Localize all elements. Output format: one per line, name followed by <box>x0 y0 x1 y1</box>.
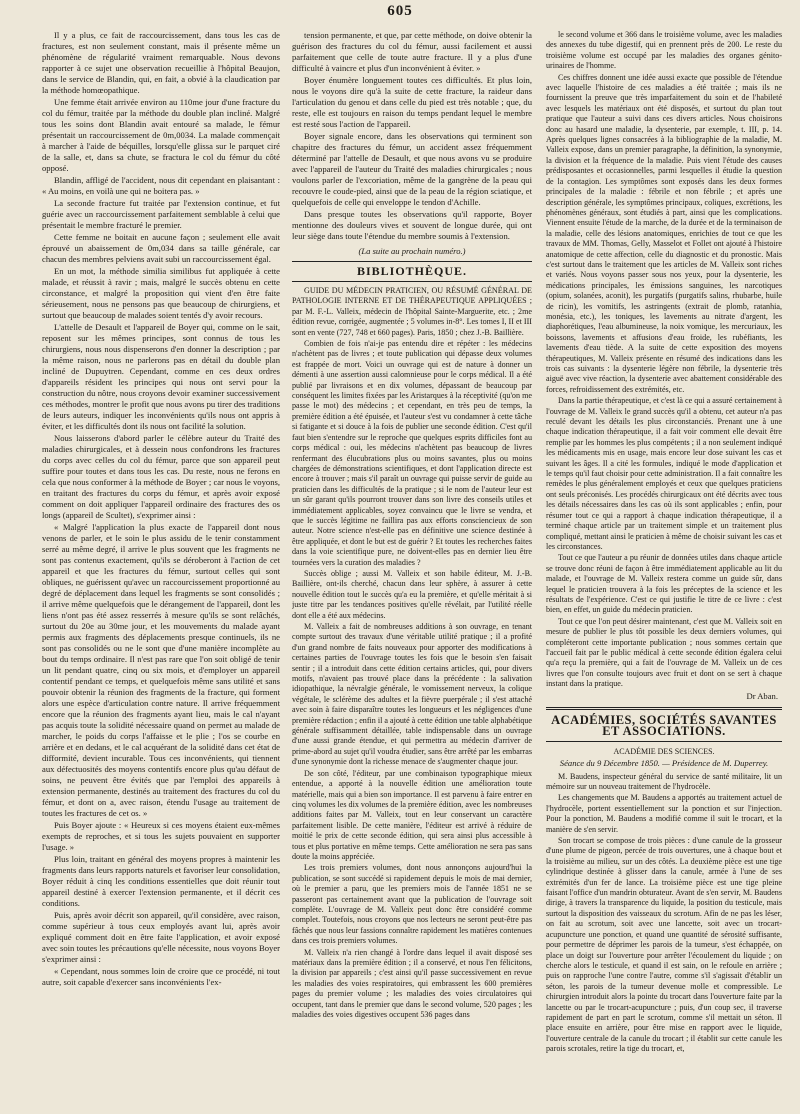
review-paragraph: Dans la partie thérapeutique, et c'est là ce qui a assuré certainement à l'ouvrage de M. Valleix le grand succès qu'il a obtenu, cet auteur n'a pas reculé devant les détails les plus circonstanciés. Prenant une à une chaque indication thérapeutique, il a fait voir comment elle devait être remplie par les hommes les plus compétents ; il a non seulement indiqué les médicaments mis en usage, mais encore leur dose suivant les cas et suivant les âges. Il a cité les formules, indiqué le mode d'application et le temps qu'il faut choisir pour cette administration. Il a fait connaître les remèdes le plus généralement employés et ceux que quelques praticiens ont seuls préconisés. Les procédés chirurgicaux ont été décrits avec tous les détails nécessaires dans les cas où ils sont applicables ; enfin, pour résumer tout ce qui a rapport à chaque indication thérapeutique, il a terminé chaque article par un traitement simple et un traitement plus compliqué, mettant ainsi le praticien à même de choisir suivant les cas et les circonstances. <box>546 396 782 551</box>
continued-note: (La suite au prochain numéro.) <box>358 246 466 256</box>
book-title: GUIDE DU MÉDECIN PRATICIEN, OU RÉSUMÉ GÉNÉRAL DE PATHOLOGIE INTERNE ET DE THÉRAPEUTIQUE APPLIQUÉES ; par M. F.-L. Valleix, médecin de l'hôpital Sainte-Marguerite, etc. ; 2me édition revue, corrigée, augmentée ; 5 volumes in-8°. Les tomes I, II et III sont en vente (727, 748 et 660 pages). Paris, 1850 ; chez J.-B. Baillière. <box>292 286 532 337</box>
column-2 <box>292 30 532 1108</box>
review-paragraph: De son côté, l'éditeur, par une combinaison typographique mieux entendue, a apporté à la nouvelle édition une amélioration toute matérielle, mais qui a bien son importance. Il est parvenu à faire entrer en cinq volumes les dix volumes de la première édition, avec les nombreuses additions faites par M. Valleix, tout en leur conservant un caractère parfaitement lisible. De cette manière, l'éditeur est arrivé à réduire de moitié le prix de cette seconde édition, qui sera ainsi plus accessible à tous et plus portative en même temps. Cette amélioration ne sera pas sans doute la moins appréciée. <box>292 768 532 861</box>
session-line: Séance du 9 Décembre 1850. — Présidence de M. Duperrey. <box>559 757 769 768</box>
quote-paragraph: « Malgré l'application la plus exacte de l'appareil dont nous venons de parler, et le soin le plus assidu de le tenir constamment serré au même degré, il arrive le plus souvent que les fragments ne sont pas contenus exactement, qu'ils se déroberont à l'action de cet appareil et que les fractures du fémur, surtout celles qui sont obliques, ne guérissent qu'avec un raccourcissement proportionné au degré de déplacement dans lequel les fragments se sont consolidés ; il arrive même quelquefois que le dérangement de l'appareil, dont les liens n'ont pas été assez resserrés à mesure qu'ils se sont relâchés, surtout du 20e au 30me jour, et les mouvements du malade ayant permis aux fragments des déplacements presque continuels, ils ne sont pas consolidés ou ne le sont que d'une manière incomplète au bout du temps ordinaire. Il n'est pas rare que l'on soit obligé de tenir un lit pendant quatre, cinq ou six mois, et d'employer un appareil contentif pendant ce temps, et quelquefois même sans utilité et sans pouvoir obtenir la réunion des fragments de la fracture, qui forment alors une espèce d'articulation contre nature. Il arrive fréquemment encore que la réunion des fragments ayant lieu, mais le cal n'ayant pas acquis toute la solidité nécessaire quand on permet au malade de marcher, le poids du corps l'affaisse et le plie ; l'os se courbe en arrière et en dedans, et le cal acquérant de la solidité dans cet état de difformité, devient incurable. Tous ces inconvénients, qui tiennent aux défectuosités des moyens contentifs encore plus qu'au défaut de soins, ne peuvent être évités que par l'emploi des appareils à extension permanente, destinés au traitement des fractures du col du fémur, et dont on a, avec raison, étendu l'usage au traitement de toutes les fractures de cet os. » <box>42 522 280 818</box>
column-3 <box>546 30 782 1108</box>
paragraph: Nous laisserons d'abord parler le célèbre auteur du Traité des maladies chirurgicales, et à dessein nous confondrons les fractures du corps avec celles du col du fémur, parce que son appareil peut suffire pour toutes et dans tous les cas. Du reste, nous ne ferons en cela que nous conformer à la méthode de Boyer ; car nous le voyons, en traitant des fractures du corps du fémur, et après avoir exposé comment on doit appliquer l'appareil ordinaire des fractures des os longs (appareil de Scultet), s'exprimer ainsi : <box>42 433 280 520</box>
paragraph: La seconde fracture fut traitée par l'extension continue, et fut guérie avec un raccourcissement parfaitement semblable à celui que présentait le membre fracturé le premier. <box>42 198 280 230</box>
paragraph: Plus loin, traitant en général des moyens propres à maintenir les fragments dans leurs rapports naturels et favoriser leur consolidation, Boyer réduit à cinq les conditions essentielles que doit réunir tout appareil destiné à exercer l'extension permanente, et il décrit ces conditions. <box>42 854 280 908</box>
review-paragraph: Succès oblige ; aussi M. Valleix et son habile éditeur, M. J.-B. Baillière, ont-ils cherché, chacun dans leur sphère, à assurer à cette nouvelle édition tout le succès qu'a eu la première, et qu'elle méritait à si juste titre par les tendances positives qu'elle révélait, par l'utilité réelle dont elle a été aux médecins. <box>292 568 532 620</box>
paragraph: Boyer énumère longuement toutes ces difficultés. Et plus loin, nous le voyons dire qu'à la suite de cette fracture, la raideur dans l'articulation du genou et dans celle du pied est très notable ; que, du reste, elle est toujours en raison du temps pendant lequel le membre est resté sous l'action de l'appareil. <box>292 75 532 129</box>
paragraph: Puis Boyer ajoute : « Heureux si ces moyens étaient eux-mêmes exempts de reproches, et si tous les sujets pouvaient en supporter l'usage. » <box>42 820 280 852</box>
academies-heading: ACADÉMIES, SOCIÉTÉS SAVANTES ET ASSOCIATIONS. <box>551 712 777 738</box>
review-paragraph: Tout ce que l'on peut désirer maintenant, c'est que M. Valleix soit en mesure de publier le plus tôt possible les deux derniers volumes, qui compléteront cette importante publication ; nous sommes certain que l'accueil fait par le public médical à cette seconde édition égalera celui qu'a reçu la première, qui a fait de l'ouvrage de M. Valleix un de ces livres que l'on consulte toujours avec fruit et dont on se sert à chaque instant dans la pratique. <box>546 616 782 689</box>
paragraph: « Cependant, nous sommes loin de croire que ce procédé, ni tout autre, soit capable d'exercer sans inconvénients l'ex- <box>42 966 280 987</box>
academy-subhead: ACADÉMIE DES SCIENCES. <box>613 746 715 756</box>
paragraph: Il y a plus, ce fait de raccourcissement, dans tous les cas de fractures, est non seulement constant, mais il présente même un phénomène de régularité vraiment remarquable. Nous devons rapporter à ce sujet une observation recueillie à l'hôpital Beaujon, dans le service de Blandin, qui, en fait, a obvié à la claudication par la méthode homœopathique. <box>42 30 280 95</box>
page-number: 605 <box>387 3 413 19</box>
divider <box>292 281 532 282</box>
review-paragraph: Les trois premiers volumes, dont nous annonçons aujourd'hui la publication, se sont succédé si rapidement depuis le mois de mai dernier, où le premier a paru, que les premiers mois de l'année 1851 ne se passeront pas certainement avant que la publication de l'ouvrage soit complète. L'ouvrage de M. Valleix peut donc être considéré comme complet. Toutefois, nous croyons que nos lecteurs ne seront peut-être pas fâchés que nous leur fassions connaître rapidement les matières contenues dans ces trois premiers volumes. <box>292 863 532 946</box>
review-paragraph: Combien de fois n'ai-je pas entendu dire et répéter : les médecins n'achètent pas de livres ; et toute publication qui dépasse deux volumes est frappée de mort. Voici un ouvrage qui est de nature à donner un démenti à une assertion aussi calomnieuse pour le corps médical. Il a été publié par livraisons et en dix volumes, dépassant de beaucoup par conséquent les limites fixées par les Aristarques à la réceptivité (qu'on me passe le mot) des médecins ; et cependant, en très peu de temps, la première édition a été épuisée, et l'auteur s'est vu condamner à cette tâche si fatigante et si douce à la fois de publier une seconde édition. C'est qu'il faut bien s'entendre sur le reproche que quelques esprits difficiles font au corps médical : oui, les médecins n'achètent pas beaucoup de livres renfermant des élucubrations plus ou moins savantes, plus ou moins chargées de démonstrations scientifiques, et dont l'application directe est encore à trouver ; mais s'il paraît un ouvrage qui puisse servir de guide au praticien dans les difficultés de la pratique ; si le nom de l'auteur leur est un sûr garant qu'ils pourront trouver dans son livre des conseils utiles et immédiatement applicables, soyez convaincu que le livre se vendra, et que le succès légitime ne faillira pas aux efforts consciencieux de son auteur. Notre science n'est-elle pas en définitive une science destinée à être appliquée, et dont le but est de guérir ? Et toutes les recherches faites dans la voie scientifique pure, ne doivent-elles pas en dernier lieu être tournées vers la curation des maladies ? <box>292 339 532 567</box>
review-paragraph: Tout ce que l'auteur a pu réunir de données utiles dans chaque article se trouve donc réuni de façon à être immédiatement applicable au lit du malade, et l'ouvrage de M. Valleix restera comme un guide sûr, dans lequel le praticien trouvera à la fois les préceptes de la science et les résultats de l'expérience. C'est ce qui justifie le titre de ce livre : c'est bien, en effet, un guide du médecin praticien. <box>546 553 782 615</box>
review-paragraph: le second volume et 366 dans le troisième volume, avec les maladies des annexes du tube digestif, qui en prennent près de 200. Le reste du troisième volume est occupé par les maladies des organes génito-urinaires de l'homme. <box>546 30 782 71</box>
review-paragraph: M. Valleix a fait de nombreuses additions à son ouvrage, en tenant compte surtout des travaux d'une véritable utilité pratique ; il a profité d'un grand nombre de faits nouveaux pour apporter des modifications à certaines parties de l'ouvrage toutes les fois que le besoin s'en faisait sentir ; il a introduit dans cette édition certains articles, qui, pour divers motifs, n'avaient pas trouvé place dans la précédente : la salivation idiopathique, la névralgie générale, le vomissement nerveux, la colique végétale, le sclérème des adultes et la fièvre puerpérale ; il s'est attaché avec soin à faire disparaître toutes les longueurs et les négligences d'une première rédaction ; enfin il a ajouté à cette édition une table alphabétique générale suffisamment détaillée, table indispensable dans un ouvrage d'une aussi grande étendue, et qui permettra au médecin d'arriver de prime-abord au sujet qu'il voudra étudier, sans être arrêté par les embarras d'une synonymie dont la richesse menace de s'augmenter chaque jour. <box>292 622 532 767</box>
divider <box>292 261 532 262</box>
paragraph: Blandin, affligé de l'accident, nous dit cependant en plaisantant : « Au moins, en voilà une qui ne boitera pas. » <box>42 175 280 196</box>
paragraph: Puis, après avoir décrit son appareil, qu'il considère, avec raison, comme supérieur à tous ceux employés avant lui, après avoir expliqué comment doit en être faite l'application, et avoir exposé avec soin toutes les précautions qu'elle nécessite, nous voyons Boyer s'exprimer ainsi : <box>42 910 280 964</box>
divider <box>546 741 782 742</box>
academy-paragraph: Les changements que M. Baudens a apportés au traitement actuel de l'hydrocèle, portent essentiellement sur la ponction et sur l'injection. Pour la ponction, M. Baudens a modifié comme il suit le trocart, et la manière de s'en servir. <box>546 793 782 834</box>
review-paragraph: M. Valleix n'a rien changé à l'ordre dans lequel il avait disposé ses matériaux dans la première édition ; il a conservé, et nous l'en félicitons, la division par appareils ; c'est ainsi qu'il passe successivement en revue les maladies des voies respiratoires, qui embrassent les 600 premières pages du premier volume ; les maladies des voies circulatoires qui occupent, tant dans le premier que dans le second volume, 520 pages ; les maladies des voies digestives occupent 536 pages dans <box>292 947 532 1020</box>
paragraph: Cette femme ne boitait en aucune façon ; seulement elle avait éprouvé un abaissement de 0m,034 dans sa taille générale, car chacun des membres pelviens avait subi un raccourcissement égal. <box>42 232 280 264</box>
review-paragraph: Ces chiffres donnent une idée aussi exacte que possible de l'étendue avec laquelle l'histoire de ces maladies a été traitée ; mais ils ne fournissent la preuve que très imparfaitement du soin et de l'habileté avec lesquels les matériaux ont été disposés, et surtout du plan tout pratique que l'auteur a suivi dans ces divers articles. Nous choisirons donc au hasard une maladie, la dysenterie, par exemple, t. III, p. 14. Après quelques lignes consacrées à la bibliographie de la maladie, M. Valleix expose, dans un premier paragraphe, la définition, la synonymie, la division et la fréquence de la maladie. Puis vient l'étude des causes prédisposantes et occasionnelles, parmi lesquelles il étudie la question de la contagion. Les symptômes sont exposés dans les deux formes principales de la maladie : fébrile et non fébrile ; et après une description générale, les symptômes principaux, coliques, excrétions, les phénomènes généraux, sont étudiés à part, ainsi que les complications. Viennent ensuite l'étude de la marche, de la durée et de la terminaison de la maladie, celle des lésions anatomiques, enrichies de tout ce que les travaux de MM. Thomas, Gelly, Masselot et Follet ont ajouté à l'histoire anatomique de cette affection, celle du diagnostic et du pronostic. Mais c'est surtout dans le traitement que les articles de M. Valleix sont riches et variés. Nous voyons passer sous nos yeux, pour la dysenterie, les médications principales, les émissions sanguines, les narcotiques (opium, solanées, aconit), les purgatifs (purgatifs salins, rhubarbe, huile de ricin), les vomitifs, les astringents (extrait de plomb, ratanhia, monésia, etc.), les toniques, les lavements au nitrate d'argent, les diaphorétiques, l'eau albumineuse, la noix vomique, les mercuriaux, les boissons, lavements et affusions d'eau froide, les rubéfiants, les lavements d'eau tiède. A la suite de cette exposition des moyens thérapeutiques, M. Valleix présente en résumé des indications dans les trois cas suivants : la dysenterie légère non fébrile, la dysenterie très aiguë avec vive réaction, la dysenterie avec abattement considérable des forces, refroidissement des extrémités, etc. <box>546 72 782 394</box>
signature: Dr Aban. <box>746 690 778 701</box>
paragraph: Une femme était arrivée environ au 110me jour d'une fracture du col du fémur, traitée par la méthode du double plan incliné. Malgré tous les soins dont Blandin avait entouré sa malade, le fémur présentait un raccourcissement de 0m,0034. La malade commençait à marcher à l'aide de béquilles, lorsqu'elle glissa sur le parquet ciré de la salle, et, dans sa chute, se fractura le col du fémur du côté opposé. <box>42 97 280 173</box>
paragraph: En un mot, la méthode similia similibus fut appliquée à cette malade, et réussit à ravir ; mais, malgré le succès obtenu en cette circonstance, et malgré la proposition qui vient d'en être faite sérieusement, nous ne pensons pas que beaucoup de chirurgiens, et surtout que beaucoup de malades soient tentés d'y avoir recours. <box>42 266 280 320</box>
paragraph: L'attelle de Desault et l'appareil de Boyer qui, comme on le sait, reposent sur les mêmes principes, sont connus de tous les chirurgiens, nous nous dispenserons d'en donner la description ; par la même raison, nous ne parlerons pas en détail du double plan incliné de Dupuytren. Cependant, comme en ces deux ordres d'appareils résident les principes qui nous ont servi pour la construction du nôtre, nous croyons devoir examiner successivement ces méthodes, montrer le profit que nous avons pu tirer des traditions de leurs auteurs, indiquer les inconvénients qu'ils nous ont appris à éviter, et les difficultés dont ils nous ont facilité la solution. <box>42 322 280 431</box>
paragraph: tension permanente, et que, par cette méthode, on doive obtenir la guérison des fractures du col du fémur, aussi facilement et aussi parfaitement que celle de toute autre fracture. Il y a plus d'une difficulté à vaincre et plus d'un inconvénient à éviter. » <box>292 30 532 73</box>
bibliotheque-heading: BIBLIOTHÈQUE. <box>356 264 468 278</box>
academy-paragraph: M. Baudens, inspecteur général du service de santé militaire, lit un mémoire sur un nouveau traitement de l'hydrocèle. <box>546 771 782 791</box>
column-1 <box>42 30 280 1108</box>
paragraph: Boyer signale encore, dans les observations qui terminent son chapitre des fractures du fémur, un accident assez fréquemment déterminé par l'attelle de Desault, et que nous avons vu se produire avec l'appareil de l'auteur du Traité des maladies chirurgicales ; nous voulons parler de l'excoriation, même de la gangrène de la peau qui recouvre le coude-pied, ainsi que de la peau de la région sciatique, et quelquefois de celle qui enveloppe le tendon d'Achille. <box>292 131 532 207</box>
academy-paragraph: Son trocart se compose de trois pièces : d'une canule de la grosseur d'une plume de pigeon, percée de trois ouvertures, une à chaque bout et la troisième au milieu, sur un des côtés. La deuxième pièce est une tige cylindrique destinée à glisser dans la canule, armée à l'une de ses extrémités d'un fer de lance. La troisième pièce est une tige pleine faisant l'office d'un mandrin obturateur. Avant de s'en servir, M. Baudens dirige, à travers la transparence du liquide, la position du testicule, mais surtout la disposition des vaisseaux du scrotum. Afin de ne pas les léser, on fait au scrotum, soit avec une lancette, soit avec un trocart-acupuncture une ponction, et quand une quantité de sérosité suffisante, pour permettre de déprimer les parois de la tumeur, s'est échappée, on place un doigt sur l'ouverture pour arrêter l'écoulement du liquide ; on cherche alors le testicule, et quand il est sain, on le refoule en arrière ; puis on rapproche l'une contre l'autre, comme s'il s'agissait d'établir un séton, les parois de la tumeur devenue molle et compressible. Le chirurgien introduit alors la pointe du trocart dans l'ouverture faite par la lancette ou par le trocart-acupuncture ; puis, d'un coup sec, il traverse rapidement de part en part le scrotum, comme s'il mettait un séton. Il place ensuite en arrière, pour être mise en rapport avec le liquide, l'ouverture centrale de la canule du trocart ; il établit sur cette canule les parois scrotales, retire la tige du trocart, et, <box>546 836 782 1054</box>
divider <box>546 707 782 710</box>
paragraph: Dans presque toutes les observations qu'il rapporte, Boyer mentionne des douleurs vives et souvent de longue durée, qui ont leur siège dans toute l'étendue du membre soumis à l'extension. <box>292 209 532 241</box>
